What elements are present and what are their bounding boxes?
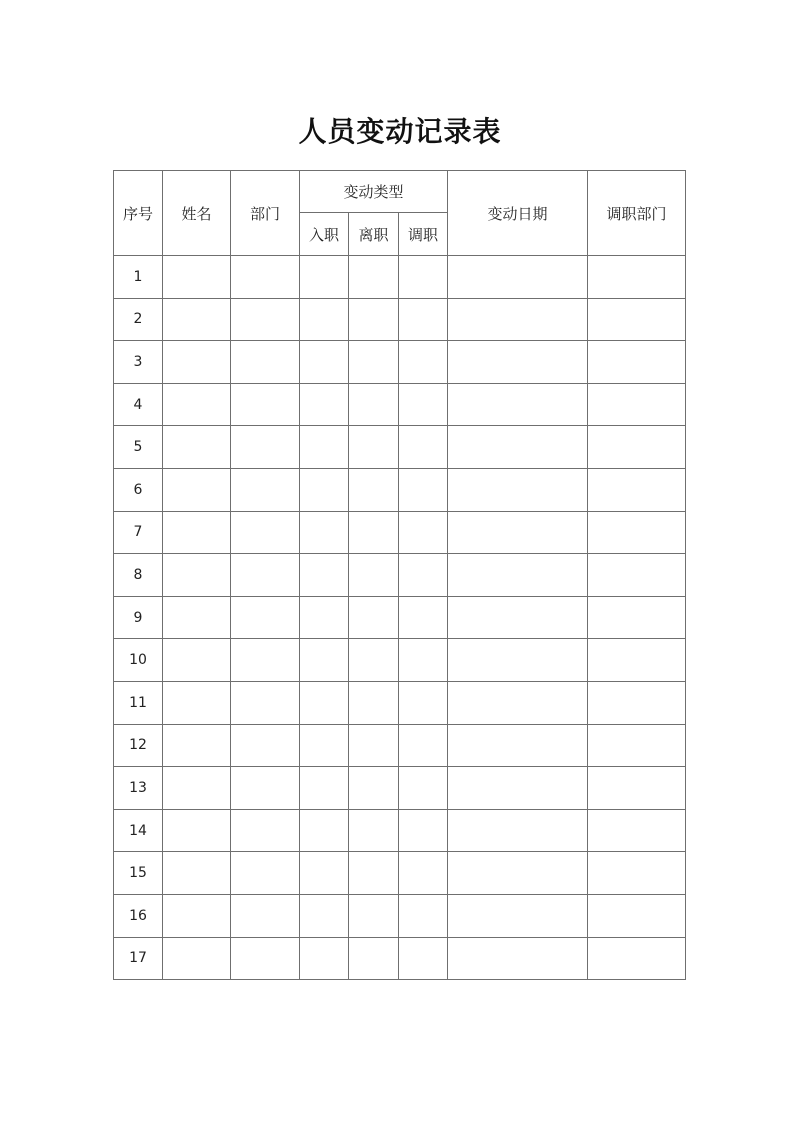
onboard-cell[interactable] <box>300 341 349 384</box>
department-cell[interactable] <box>231 468 300 511</box>
row-index: 16 <box>114 894 163 937</box>
resign-cell[interactable] <box>349 383 399 426</box>
header-transfer: 调职 <box>399 213 448 256</box>
row-index: 3 <box>114 341 163 384</box>
resign-cell[interactable] <box>349 767 399 810</box>
transfer-department-cell[interactable] <box>588 724 686 767</box>
change-date-cell[interactable] <box>448 383 588 426</box>
onboard-cell[interactable] <box>300 596 349 639</box>
department-cell[interactable] <box>231 767 300 810</box>
table-row <box>114 809 686 852</box>
change-date-cell[interactable] <box>448 341 588 384</box>
name-cell[interactable] <box>163 383 231 426</box>
resign-cell[interactable] <box>349 298 399 341</box>
transfer-cell[interactable] <box>399 724 448 767</box>
change-date-cell[interactable] <box>448 767 588 810</box>
resign-cell[interactable] <box>349 639 399 682</box>
onboard-cell[interactable] <box>300 468 349 511</box>
transfer-department-cell[interactable] <box>588 937 686 980</box>
table-row <box>114 639 686 682</box>
table-row <box>114 554 686 597</box>
row-index: 12 <box>114 724 163 767</box>
onboard-cell[interactable] <box>300 852 349 895</box>
page-title: 人员变动记录表 <box>298 115 502 148</box>
name-cell[interactable] <box>163 511 231 554</box>
change-date-cell[interactable] <box>448 894 588 937</box>
onboard-cell[interactable] <box>300 298 349 341</box>
transfer-department-cell[interactable] <box>588 809 686 852</box>
onboard-cell[interactable] <box>300 639 349 682</box>
transfer-department-cell[interactable] <box>588 894 686 937</box>
row-index: 2 <box>114 298 163 341</box>
department-cell[interactable] <box>231 511 300 554</box>
transfer-department-cell[interactable] <box>588 767 686 810</box>
name-cell[interactable] <box>163 639 231 682</box>
header-transfer-department: 调职部门 <box>588 171 686 256</box>
change-date-cell[interactable] <box>448 809 588 852</box>
transfer-cell[interactable] <box>399 596 448 639</box>
table-row <box>114 468 686 511</box>
table-row <box>114 767 686 810</box>
name-cell[interactable] <box>163 256 231 299</box>
row-index: 9 <box>114 596 163 639</box>
change-date-cell[interactable] <box>448 681 588 724</box>
name-cell[interactable] <box>163 554 231 597</box>
row-index: 5 <box>114 426 163 469</box>
resign-cell[interactable] <box>349 468 399 511</box>
department-cell[interactable] <box>231 639 300 682</box>
name-cell[interactable] <box>163 852 231 895</box>
onboard-cell[interactable] <box>300 426 349 469</box>
name-cell[interactable] <box>163 468 231 511</box>
change-date-cell[interactable] <box>448 554 588 597</box>
resign-cell[interactable] <box>349 681 399 724</box>
transfer-cell[interactable] <box>399 809 448 852</box>
transfer-department-cell[interactable] <box>588 511 686 554</box>
transfer-cell[interactable] <box>399 383 448 426</box>
change-date-cell[interactable] <box>448 468 588 511</box>
resign-cell[interactable] <box>349 852 399 895</box>
header-onboard: 入职 <box>300 213 349 256</box>
table-row <box>114 596 686 639</box>
transfer-department-cell[interactable] <box>588 383 686 426</box>
row-index: 8 <box>114 554 163 597</box>
onboard-cell[interactable] <box>300 511 349 554</box>
change-date-cell[interactable] <box>448 511 588 554</box>
resign-cell[interactable] <box>349 511 399 554</box>
change-date-cell[interactable] <box>448 426 588 469</box>
transfer-department-cell[interactable] <box>588 426 686 469</box>
row-index: 11 <box>114 681 163 724</box>
department-cell[interactable] <box>231 852 300 895</box>
record-table <box>113 170 686 980</box>
header-change-date: 变动日期 <box>448 171 588 256</box>
table-row <box>114 511 686 554</box>
row-index: 1 <box>114 256 163 299</box>
department-cell[interactable] <box>231 894 300 937</box>
department-cell[interactable] <box>231 298 300 341</box>
transfer-cell[interactable] <box>399 256 448 299</box>
resign-cell[interactable] <box>349 256 399 299</box>
name-cell[interactable] <box>163 341 231 384</box>
department-cell[interactable] <box>231 724 300 767</box>
change-date-cell[interactable] <box>448 937 588 980</box>
name-cell[interactable] <box>163 681 231 724</box>
change-date-cell[interactable] <box>448 724 588 767</box>
transfer-cell[interactable] <box>399 639 448 682</box>
onboard-cell[interactable] <box>300 767 349 810</box>
transfer-cell[interactable] <box>399 767 448 810</box>
transfer-cell[interactable] <box>399 937 448 980</box>
name-cell[interactable] <box>163 894 231 937</box>
table-body <box>114 256 686 980</box>
name-cell[interactable] <box>163 937 231 980</box>
table-row <box>114 681 686 724</box>
table-row <box>114 383 686 426</box>
department-cell[interactable] <box>231 554 300 597</box>
row-index: 13 <box>114 767 163 810</box>
onboard-cell[interactable] <box>300 256 349 299</box>
transfer-department-cell[interactable] <box>588 256 686 299</box>
department-cell[interactable] <box>231 937 300 980</box>
header-row <box>114 171 686 213</box>
name-cell[interactable] <box>163 724 231 767</box>
resign-cell[interactable] <box>349 341 399 384</box>
name-cell[interactable] <box>163 596 231 639</box>
table-row <box>114 256 686 299</box>
row-index: 17 <box>114 937 163 980</box>
name-cell[interactable] <box>163 426 231 469</box>
change-date-cell[interactable] <box>448 639 588 682</box>
onboard-cell[interactable] <box>300 681 349 724</box>
transfer-cell[interactable] <box>399 426 448 469</box>
name-cell[interactable] <box>163 767 231 810</box>
department-cell[interactable] <box>231 809 300 852</box>
row-index: 7 <box>114 511 163 554</box>
transfer-department-cell[interactable] <box>588 468 686 511</box>
transfer-department-cell[interactable] <box>588 341 686 384</box>
name-cell[interactable] <box>163 298 231 341</box>
transfer-department-cell[interactable] <box>588 596 686 639</box>
change-date-cell[interactable] <box>448 596 588 639</box>
onboard-cell[interactable] <box>300 894 349 937</box>
onboard-cell[interactable] <box>300 554 349 597</box>
row-index: 10 <box>114 639 163 682</box>
transfer-cell[interactable] <box>399 468 448 511</box>
transfer-cell[interactable] <box>399 894 448 937</box>
transfer-cell[interactable] <box>399 554 448 597</box>
row-index: 15 <box>114 852 163 895</box>
transfer-cell[interactable] <box>399 341 448 384</box>
change-date-cell[interactable] <box>448 298 588 341</box>
name-cell[interactable] <box>163 809 231 852</box>
department-cell[interactable] <box>231 596 300 639</box>
resign-cell[interactable] <box>349 937 399 980</box>
department-cell[interactable] <box>231 341 300 384</box>
resign-cell[interactable] <box>349 894 399 937</box>
resign-cell[interactable] <box>349 809 399 852</box>
table-row <box>114 852 686 895</box>
row-index: 14 <box>114 809 163 852</box>
change-date-cell[interactable] <box>448 852 588 895</box>
department-cell[interactable] <box>231 426 300 469</box>
resign-cell[interactable] <box>349 596 399 639</box>
transfer-department-cell[interactable] <box>588 298 686 341</box>
transfer-department-cell[interactable] <box>588 681 686 724</box>
transfer-cell[interactable] <box>399 298 448 341</box>
resign-cell[interactable] <box>349 724 399 767</box>
transfer-cell[interactable] <box>399 511 448 554</box>
table-row <box>114 426 686 469</box>
transfer-department-cell[interactable] <box>588 852 686 895</box>
transfer-cell[interactable] <box>399 852 448 895</box>
change-date-cell[interactable] <box>448 256 588 299</box>
onboard-cell[interactable] <box>300 724 349 767</box>
department-cell[interactable] <box>231 256 300 299</box>
transfer-cell[interactable] <box>399 681 448 724</box>
header-change-type: 变动类型 <box>300 171 448 213</box>
resign-cell[interactable] <box>349 426 399 469</box>
transfer-department-cell[interactable] <box>588 639 686 682</box>
header-department: 部门 <box>231 171 300 256</box>
row-index: 6 <box>114 468 163 511</box>
department-cell[interactable] <box>231 383 300 426</box>
row-index: 4 <box>114 383 163 426</box>
resign-cell[interactable] <box>349 554 399 597</box>
onboard-cell[interactable] <box>300 937 349 980</box>
onboard-cell[interactable] <box>300 383 349 426</box>
table-row <box>114 894 686 937</box>
table-row <box>114 724 686 767</box>
header-name: 姓名 <box>163 171 231 256</box>
table-row <box>114 937 686 980</box>
table-row <box>114 298 686 341</box>
onboard-cell[interactable] <box>300 809 349 852</box>
table-row <box>114 341 686 384</box>
department-cell[interactable] <box>231 681 300 724</box>
transfer-department-cell[interactable] <box>588 554 686 597</box>
header-resign: 离职 <box>349 213 399 256</box>
header-index: 序号 <box>114 171 163 256</box>
